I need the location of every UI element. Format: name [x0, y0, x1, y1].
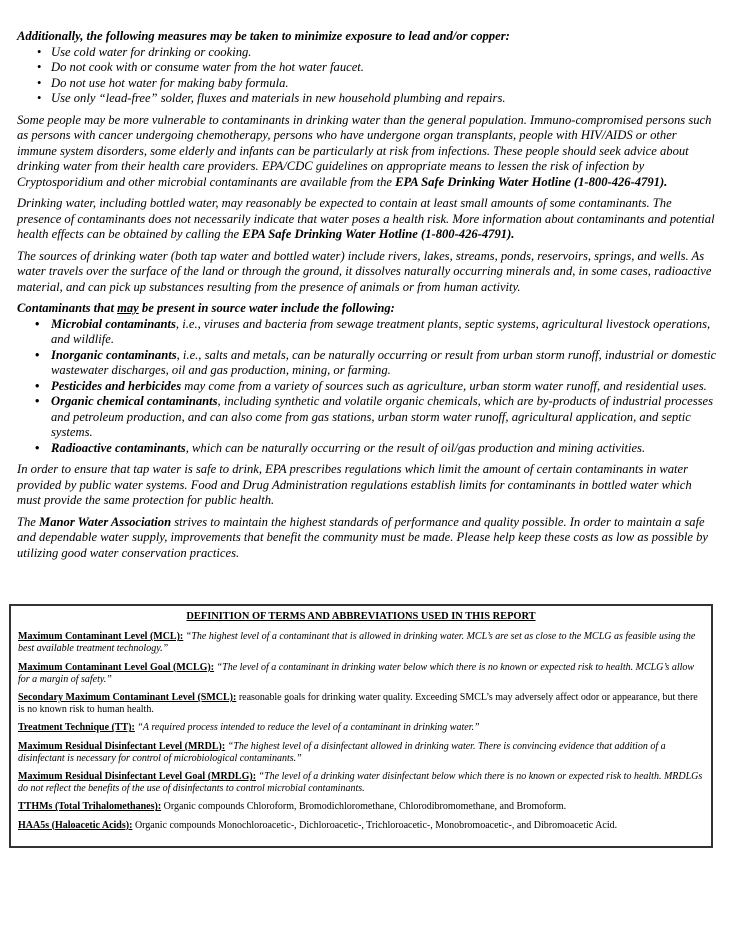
definition-term: Secondary Maximum Contaminant Level (SMCL): [18, 692, 237, 704]
list-item: • Do not use hot water for making baby formula. [17, 76, 717, 92]
paragraph-end: . [664, 174, 668, 189]
list-item [17, 348, 717, 379]
contaminant-term: Organic chemical contaminants [51, 394, 218, 408]
definition-term: TTHMs (Total Trihalomethanes): [18, 801, 162, 813]
bottled-water-paragraph [17, 196, 717, 243]
definition-mclg [18, 662, 704, 686]
definitions-title: DEFINITION OF TERMS AND ABBREVIATIONS USED IN THIS REPORT [186, 611, 536, 622]
definition-term: HAA5s (Haloacetic Acids): [18, 819, 133, 831]
manor-association-paragraph [17, 515, 717, 562]
contaminant-term: Radioactive contaminants [51, 440, 186, 455]
organization-name: Manor Water Association [39, 514, 172, 529]
definition-term: Maximum Residual Disinfectant Level (MRDL): [18, 740, 226, 752]
list-item: • Use cold water for drinking or cooking. [17, 45, 717, 61]
definition-term: Treatment Technique (TT): [18, 722, 135, 734]
definition-tthms [18, 801, 704, 813]
definition-text: “The level of a drinking water disinfectant below which there is no known or expected risk to health. MRDLGs do not reflect the benefits of the use of disinfectants to control microbial contaminants. [18, 771, 703, 795]
definition-term: Maximum Contaminant Level (MCL): [18, 631, 184, 643]
heading-emphasis: may [117, 301, 139, 315]
definition-text: “The highest level of a disinfectant allowed in drinking water. There is convincing evidence that addition of a disinfectant is necessary for control of microbiological contaminants.” [18, 740, 666, 764]
contaminants-list [17, 317, 717, 457]
contaminant-description: , i.e., salts and metals, can be naturally occurring or result from urban storm runoff, industrial or domestic wastewater discharges, oil and gas production, mining, or farming. [51, 347, 717, 377]
paragraph-text: strives to maintain the highest standards of performance and quality possible. In order to maintain a safe and dependable water supply, improvements that benefit the community must be made. Please help keep these costs as low as possible by utilizing good water conservation practices. [17, 514, 709, 560]
definition-mcl [18, 631, 704, 655]
paragraph-text: The [17, 514, 40, 529]
definition-text: “A required process intended to reduce the level of a contaminant in drinking water.” [134, 722, 480, 734]
paragraph-text: Drinking water, including bottled water, may reasonably be expected to contain at least small amounts of some contaminants. The presence of contaminants does not necessarily indicate that water poses a health risk. More information about contaminants and potential health effects can be obtained by calling the [17, 196, 715, 241]
contaminant-description: , including synthetic and volatile organic chemicals, which are by-products of industrial processes and petroleum production, and can also come from gas stations, urban storm water runoff, agricultural application, and septic systems. [51, 394, 714, 439]
definition-smcl [18, 692, 704, 716]
water-sources-paragraph: The sources of drinking water (both tap water and bottled water) include rivers, lakes, streams, ponds, reservoirs, springs, and wells. As water travels over the surface of the land or through the ground, it dissolves naturally occurring minerals and, in some cases, radioactive material, and can pick up substances resulting from the presence of animals or from human activity. [17, 248, 712, 294]
paragraph-end: . [511, 227, 515, 241]
definition-term: Maximum Residual Disinfectant Level Goal (MRDLG): [18, 771, 257, 783]
list-item: • Use only “lead-free” solder, fluxes and materials in new household plumbing and repairs. [17, 91, 717, 107]
list-item: • Do not cook with or consume water from the hot water faucet. [17, 60, 717, 76]
definition-term: Maximum Contaminant Level Goal (MCLG): [18, 661, 215, 673]
report-body [17, 29, 717, 567]
definition-text: “The highest level of a contaminant that is allowed in drinking water. MCL’s are set as close to the MCLG as feasible using the best available treatment technology.” [18, 631, 696, 655]
definition-text: Organic compounds Monochloroacetic-, Dichloroacetic-, Trichloroacetic-, Monobromoacetic-, and Dibromoacetic Acid. [132, 819, 618, 831]
definition-text: “The level of a contaminant in drinking water below which there is no known or expected risk to health. MCLG’s allow for a margin of safety.” [18, 661, 695, 685]
contaminant-term: Inorganic contaminants [51, 347, 177, 362]
definition-mrdlg [18, 771, 704, 795]
contaminants-heading [17, 301, 717, 317]
lead-measures-heading: Additionally, the following measures may be taken to minimize exposure to lead and/or copper: [17, 29, 510, 43]
definition-haa5s [18, 820, 704, 832]
contaminant-description: , i.e., viruses and bacteria from sewage treatment plants, septic systems, agricultural livestock operations, and wildlife. [51, 316, 711, 346]
list-item [17, 394, 717, 441]
contaminant-description: , which can be naturally occurring or the result of oil/gas production and mining activities. [185, 440, 646, 455]
hotline-text: EPA Safe Drinking Water Hotline (1-800-426-4791) [395, 174, 665, 189]
vulnerable-populations-paragraph [17, 113, 717, 191]
contaminant-term: Microbial contaminants [51, 316, 176, 331]
definitions-box [9, 604, 713, 848]
definition-tt [18, 722, 704, 734]
epa-regulations-paragraph: In order to ensure that tap water is safe to drink, EPA prescribes regulations which limit the amount of certain contaminants in water provided by public water systems. Food and Drug Administration regulations establish limits for contaminants in bottled water which must provide the same protection for public health. [17, 462, 692, 507]
contaminant-description: may come from a variety of sources such as agriculture, urban storm water runoff, and residential uses. [181, 378, 707, 393]
contaminant-term: Pesticides and herbicides [51, 378, 182, 393]
definition-mrdl [18, 741, 704, 765]
heading-text: Contaminants that [17, 301, 118, 315]
heading-text: be present in source water include the following: [138, 301, 395, 315]
list-item [17, 379, 717, 395]
definition-text: reasonable goals for drinking water quality. Exceeding SMCL’s may adversely affect odor or appearance, but there is no known risk to human health. [18, 692, 698, 716]
paragraph-text: Some people may be more vulnerable to contaminants in drinking water than the general population. Immuno-compromised persons such as persons with cancer undergoing chemotherapy, persons who have undergone organ transplants, people with HIV/AIDS or other immune system disorders, some elderly and infants can be particularly at risk from infections. These people should seek advice about drinking water from their health care providers. EPA/CDC guidelines on appropriate means to lessen the risk of infection by Cryptosporidium and other microbial contaminants are available from the [17, 112, 712, 189]
list-item [17, 441, 717, 457]
hotline-text: EPA Safe Drinking Water Hotline (1-800-426-4791) [242, 227, 512, 241]
lead-measures-list [17, 45, 717, 107]
list-item [17, 317, 717, 348]
definition-text: Organic compounds Chloroform, Bromodichloromethane, Chlorodibromomethane, and Bromoform. [161, 801, 567, 813]
